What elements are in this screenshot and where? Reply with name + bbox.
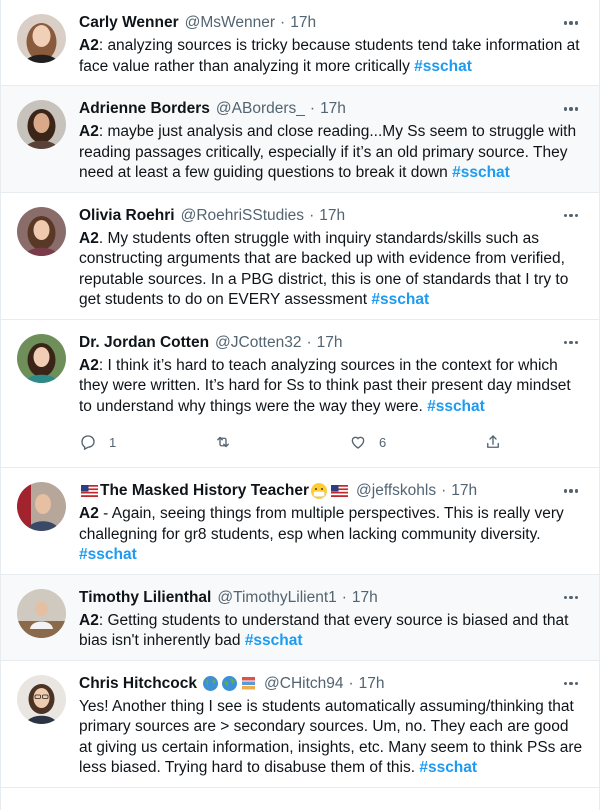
more-icon[interactable] <box>559 334 583 352</box>
tweet-actions <box>79 425 583 459</box>
mask-emoji-icon <box>310 482 328 500</box>
avatar[interactable] <box>17 334 66 383</box>
timestamp[interactable]: 17h <box>320 100 346 117</box>
globe-icon <box>221 675 238 692</box>
tweet-body: : I think it’s hard to teach analyzing sources in the context for which they were written. It’s hard for Ss to think past their present day mindset to understand why things were the way they were. <box>79 356 571 415</box>
tweet-text <box>79 36 583 77</box>
user-handle[interactable]: @jeffskohls <box>356 482 437 499</box>
display-name[interactable]: Olivia Roehri <box>79 206 175 224</box>
separator-dot: · <box>348 674 354 692</box>
tweet-chris-hitchcock[interactable] <box>1 661 599 788</box>
answer-prefix: A2 <box>79 505 99 522</box>
avatar[interactable] <box>17 675 66 724</box>
separator-dot: · <box>341 588 347 606</box>
tweet-masked-history-teacher[interactable] <box>1 468 599 575</box>
more-icon[interactable] <box>559 482 583 500</box>
display-name[interactable]: The Masked History Teacher <box>100 482 310 499</box>
like-button[interactable] <box>349 433 484 451</box>
avatar[interactable] <box>17 14 66 63</box>
tweet-body: Yes! Another thing I see is students automatically assuming/thinking that primary sources are > secondary sources. Um, no. They each are good at giving us certain information, insights, etc. Many seem to think PSs are less biased. Trying hard to disabuse them of this. <box>79 697 583 776</box>
timestamp[interactable]: 17h <box>319 206 346 224</box>
tweet-text <box>79 611 583 652</box>
retweet-button[interactable] <box>214 433 349 451</box>
display-name[interactable]: Carly Wenner <box>79 14 179 31</box>
answer-prefix: A2 <box>79 356 99 374</box>
tweet-text <box>79 504 583 566</box>
tweet-body: . My students often struggle with inquiry standards/skills such as constructing arguments that are backed up with evidence from verified, reputable sources. In a PBG district, this is one of standards that I try to get students to do on EVERY assessment <box>79 229 569 308</box>
more-icon[interactable] <box>559 675 583 693</box>
share-button[interactable] <box>484 433 502 451</box>
tweet-text <box>79 229 583 311</box>
tweet-carly-wenner[interactable] <box>1 0 599 86</box>
separator-dot: · <box>309 206 315 224</box>
answer-prefix: A2 <box>79 611 99 629</box>
share-icon <box>484 433 502 451</box>
tweet-jordan-cotten[interactable] <box>1 320 599 469</box>
timestamp[interactable]: 17h <box>351 588 378 606</box>
books-icon <box>240 675 257 692</box>
retweet-icon <box>214 433 232 451</box>
user-handle[interactable]: @TimothyLilient1 <box>217 588 337 606</box>
display-name[interactable]: Adrienne Borders <box>79 100 210 117</box>
hashtag-link[interactable]: #sschat <box>79 546 137 563</box>
hashtag-link[interactable]: #sschat <box>427 397 485 415</box>
avatar[interactable] <box>17 589 66 638</box>
separator-dot: · <box>280 14 286 31</box>
display-name[interactable]: Timothy Lilienthal <box>79 588 212 606</box>
hashtag-link[interactable]: #sschat <box>452 164 510 181</box>
tweet-olivia-roehri[interactable] <box>1 193 599 320</box>
reply-button[interactable] <box>79 433 214 451</box>
timestamp[interactable]: 17h <box>316 333 343 351</box>
hashtag-link[interactable]: #sschat <box>371 291 430 308</box>
more-icon[interactable] <box>559 589 583 607</box>
tweet-text <box>79 122 583 184</box>
us-flag-icon <box>81 485 98 497</box>
tweet-text <box>79 356 583 418</box>
tweet-adrienne-borders[interactable] <box>1 86 599 193</box>
timestamp[interactable]: 17h <box>451 482 478 499</box>
timestamp[interactable]: 17h <box>290 14 317 31</box>
display-name[interactable]: Chris Hitchcock <box>79 674 198 692</box>
tweet-body: : analyzing sources is tricky because students tend take information at face value rather than analyzing it more critically <box>79 37 580 75</box>
avatar[interactable] <box>17 100 66 149</box>
hashtag-link[interactable]: #sschat <box>414 57 472 75</box>
answer-prefix: A2 <box>79 123 99 140</box>
more-icon[interactable] <box>559 207 583 225</box>
more-icon[interactable] <box>559 100 583 118</box>
reply-count: 1 <box>109 434 117 450</box>
tweet-text <box>79 697 583 779</box>
tweet-body: : maybe just analysis and close reading...My Ss seem to struggle with reading passages critically, especially if it’s an old primary source. They need at least a few guiding questions to break it down <box>79 123 577 181</box>
tweet-body: : Getting students to understand that every source is biased and that bias isn't inherently bad <box>79 611 569 649</box>
tweet-body: - Again, seeing things from multiple perspectives. This is really very challegning for gr8 students, esp when lacking community diversity. <box>79 505 564 543</box>
user-handle[interactable]: @MsWenner <box>184 14 276 31</box>
hashtag-link[interactable]: #sschat <box>244 632 303 649</box>
display-name[interactable]: Dr. Jordan Cotten <box>79 333 210 351</box>
user-handle[interactable]: @ABorders_ <box>215 100 305 117</box>
us-flag-icon <box>331 485 348 497</box>
like-count: 6 <box>379 434 387 450</box>
more-icon[interactable] <box>559 14 583 32</box>
answer-prefix: A2 <box>79 37 99 54</box>
user-handle[interactable]: @JCotten32 <box>215 333 302 351</box>
tweet-timothy-lilienthal[interactable] <box>1 575 599 661</box>
user-handle[interactable]: @RoehriSStudies <box>180 206 305 224</box>
user-handle[interactable]: @CHitch94 <box>264 674 344 692</box>
hashtag-link[interactable]: #sschat <box>419 759 478 776</box>
avatar[interactable] <box>17 207 66 256</box>
globe-icon <box>202 675 219 692</box>
answer-prefix: A2 <box>79 229 99 247</box>
separator-dot: · <box>309 100 316 117</box>
avatar[interactable] <box>17 482 66 531</box>
separator-dot: · <box>441 482 447 499</box>
timestamp[interactable]: 17h <box>358 674 385 692</box>
like-icon <box>349 433 367 451</box>
reply-icon <box>79 433 97 451</box>
separator-dot: · <box>306 333 312 351</box>
